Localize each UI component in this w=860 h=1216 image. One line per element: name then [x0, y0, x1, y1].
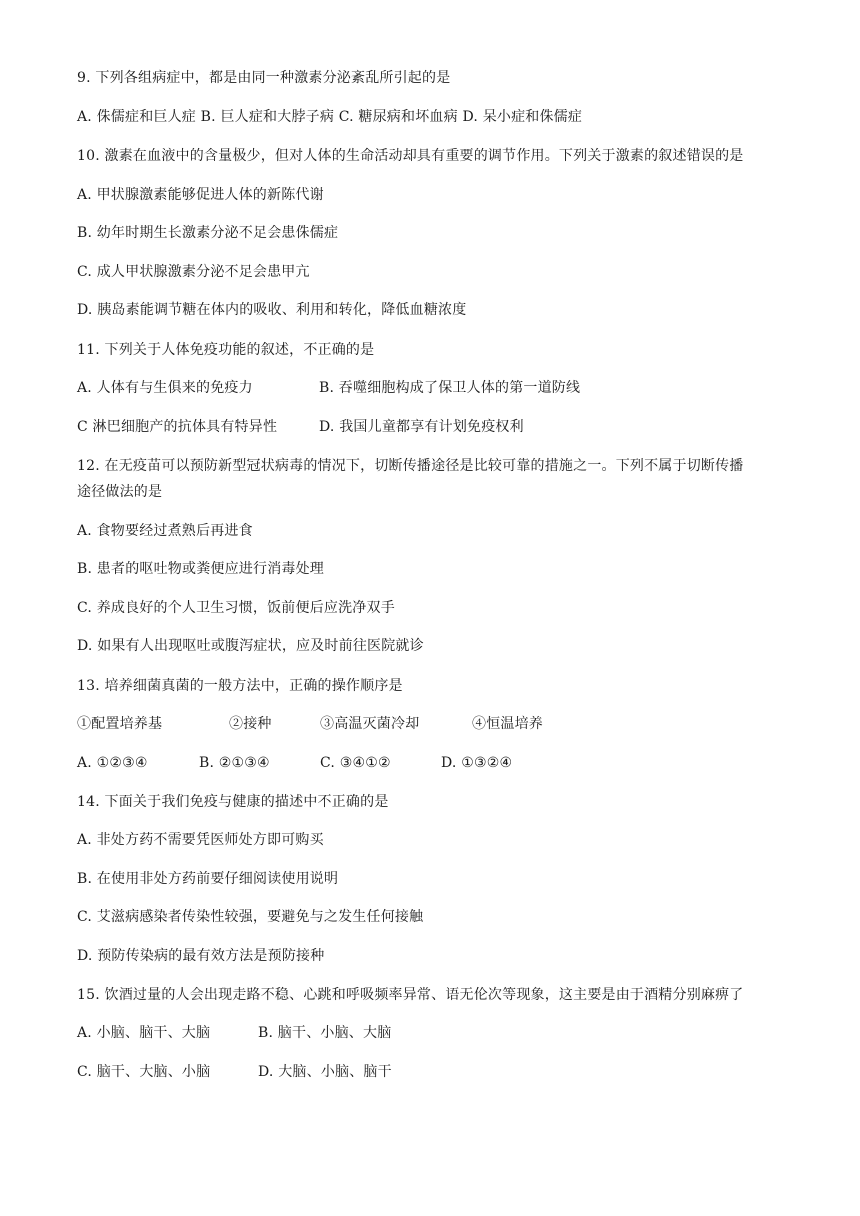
- q9-options: A. 侏儒症和巨人症 B. 巨人症和大脖子病 C. 糖尿病和坏血病 D. 呆小症和侏儒症: [77, 109, 583, 125]
- q15-option-c: C. 脑干、大脑、小脑: [77, 1064, 211, 1080]
- q14-option-d: D. 预防传染病的最有效方法是预防接种: [77, 948, 325, 964]
- q14-option-b: B. 在使用非处方药前要仔细阅读使用说明: [77, 871, 339, 887]
- q12-stem-line2: 途径做法的是: [77, 484, 163, 500]
- q12-option-c: C. 养成良好的个人卫生习惯，饭前便后应洗净双手: [77, 600, 395, 616]
- q10-option-c: C. 成人甲状腺激素分泌不足会患甲亢: [77, 264, 310, 280]
- q13-step-1: ①配置培养基: [77, 716, 163, 732]
- q10-option-b: B. 幼年时期生长激素分泌不足会患侏儒症: [77, 225, 339, 241]
- q13-stem: 13. 培养细菌真菌的一般方法中，正确的操作顺序是: [77, 678, 403, 694]
- q12-stem-line1: 12. 在无疫苗可以预防新型冠状病毒的情况下，切断传播途径是比较可靠的措施之一。下列不属于切断传播: [77, 458, 744, 474]
- q13-option-d: D. ①③②④: [441, 755, 513, 771]
- q14-option-c: C. 艾滋病感染者传染性较强，要避免与之发生任何接触: [77, 909, 424, 925]
- q13-option-c: C. ③④①②: [320, 755, 391, 771]
- q13-step-4: ④恒温培养: [472, 716, 543, 732]
- q11-option-c: C 淋巴细胞产的抗体具有特异性: [77, 419, 278, 435]
- q13-step-2: ②接种: [229, 716, 272, 732]
- q11-stem: 11. 下列关于人体免疫功能的叙述，不正确的是: [77, 342, 375, 358]
- q15-option-d: D. 大脑、小脑、脑干: [258, 1064, 392, 1080]
- q12-option-b: B. 患者的呕吐物或粪便应进行消毒处理: [77, 561, 324, 577]
- q10-option-a: A. 甲状腺激素能够促进人体的新陈代谢: [77, 187, 324, 203]
- q14-option-a: A. 非处方药不需要凭医师处方即可购买: [77, 832, 324, 848]
- q14-stem: 14. 下面关于我们免疫与健康的描述中不正确的是: [77, 794, 389, 810]
- q13-option-b: B. ②①③④: [199, 755, 270, 771]
- q11-option-d: D. 我国儿童都享有计划免疫权利: [319, 419, 524, 435]
- q15-option-b: B. 脑干、小脑、大脑: [258, 1025, 392, 1041]
- q15-option-a: A. 小脑、脑干、大脑: [77, 1025, 211, 1041]
- q10-option-d: D. 胰岛素能调节糖在体内的吸收、利用和转化，降低血糖浓度: [77, 302, 467, 318]
- q15-stem: 15. 饮酒过量的人会出现走路不稳、心跳和呼吸频率异常、语无伦次等现象，这主要是由于酒精分别麻痹了: [77, 987, 744, 1003]
- q10-stem: 10. 激素在血液中的含量极少，但对人体的生命活动却具有重要的调节作用。下列关于激素的叙述错误的是: [77, 148, 744, 164]
- q9-stem: 9. 下列各组病症中，都是由同一种激素分泌紊乱所引起的是: [77, 70, 451, 86]
- q11-option-a: A. 人体有与生俱来的免疫力: [77, 380, 253, 396]
- q13-option-a: A. ①②③④: [77, 755, 148, 771]
- q13-step-3: ③高温灭菌冷却: [320, 716, 420, 732]
- q11-option-b: B. 吞噬细胞构成了保卫人体的第一道防线: [319, 380, 581, 396]
- q12-option-d: D. 如果有人出现呕吐或腹泻症状，应及时前往医院就诊: [77, 638, 424, 654]
- q12-option-a: A. 食物要经过煮熟后再进食: [77, 523, 253, 539]
